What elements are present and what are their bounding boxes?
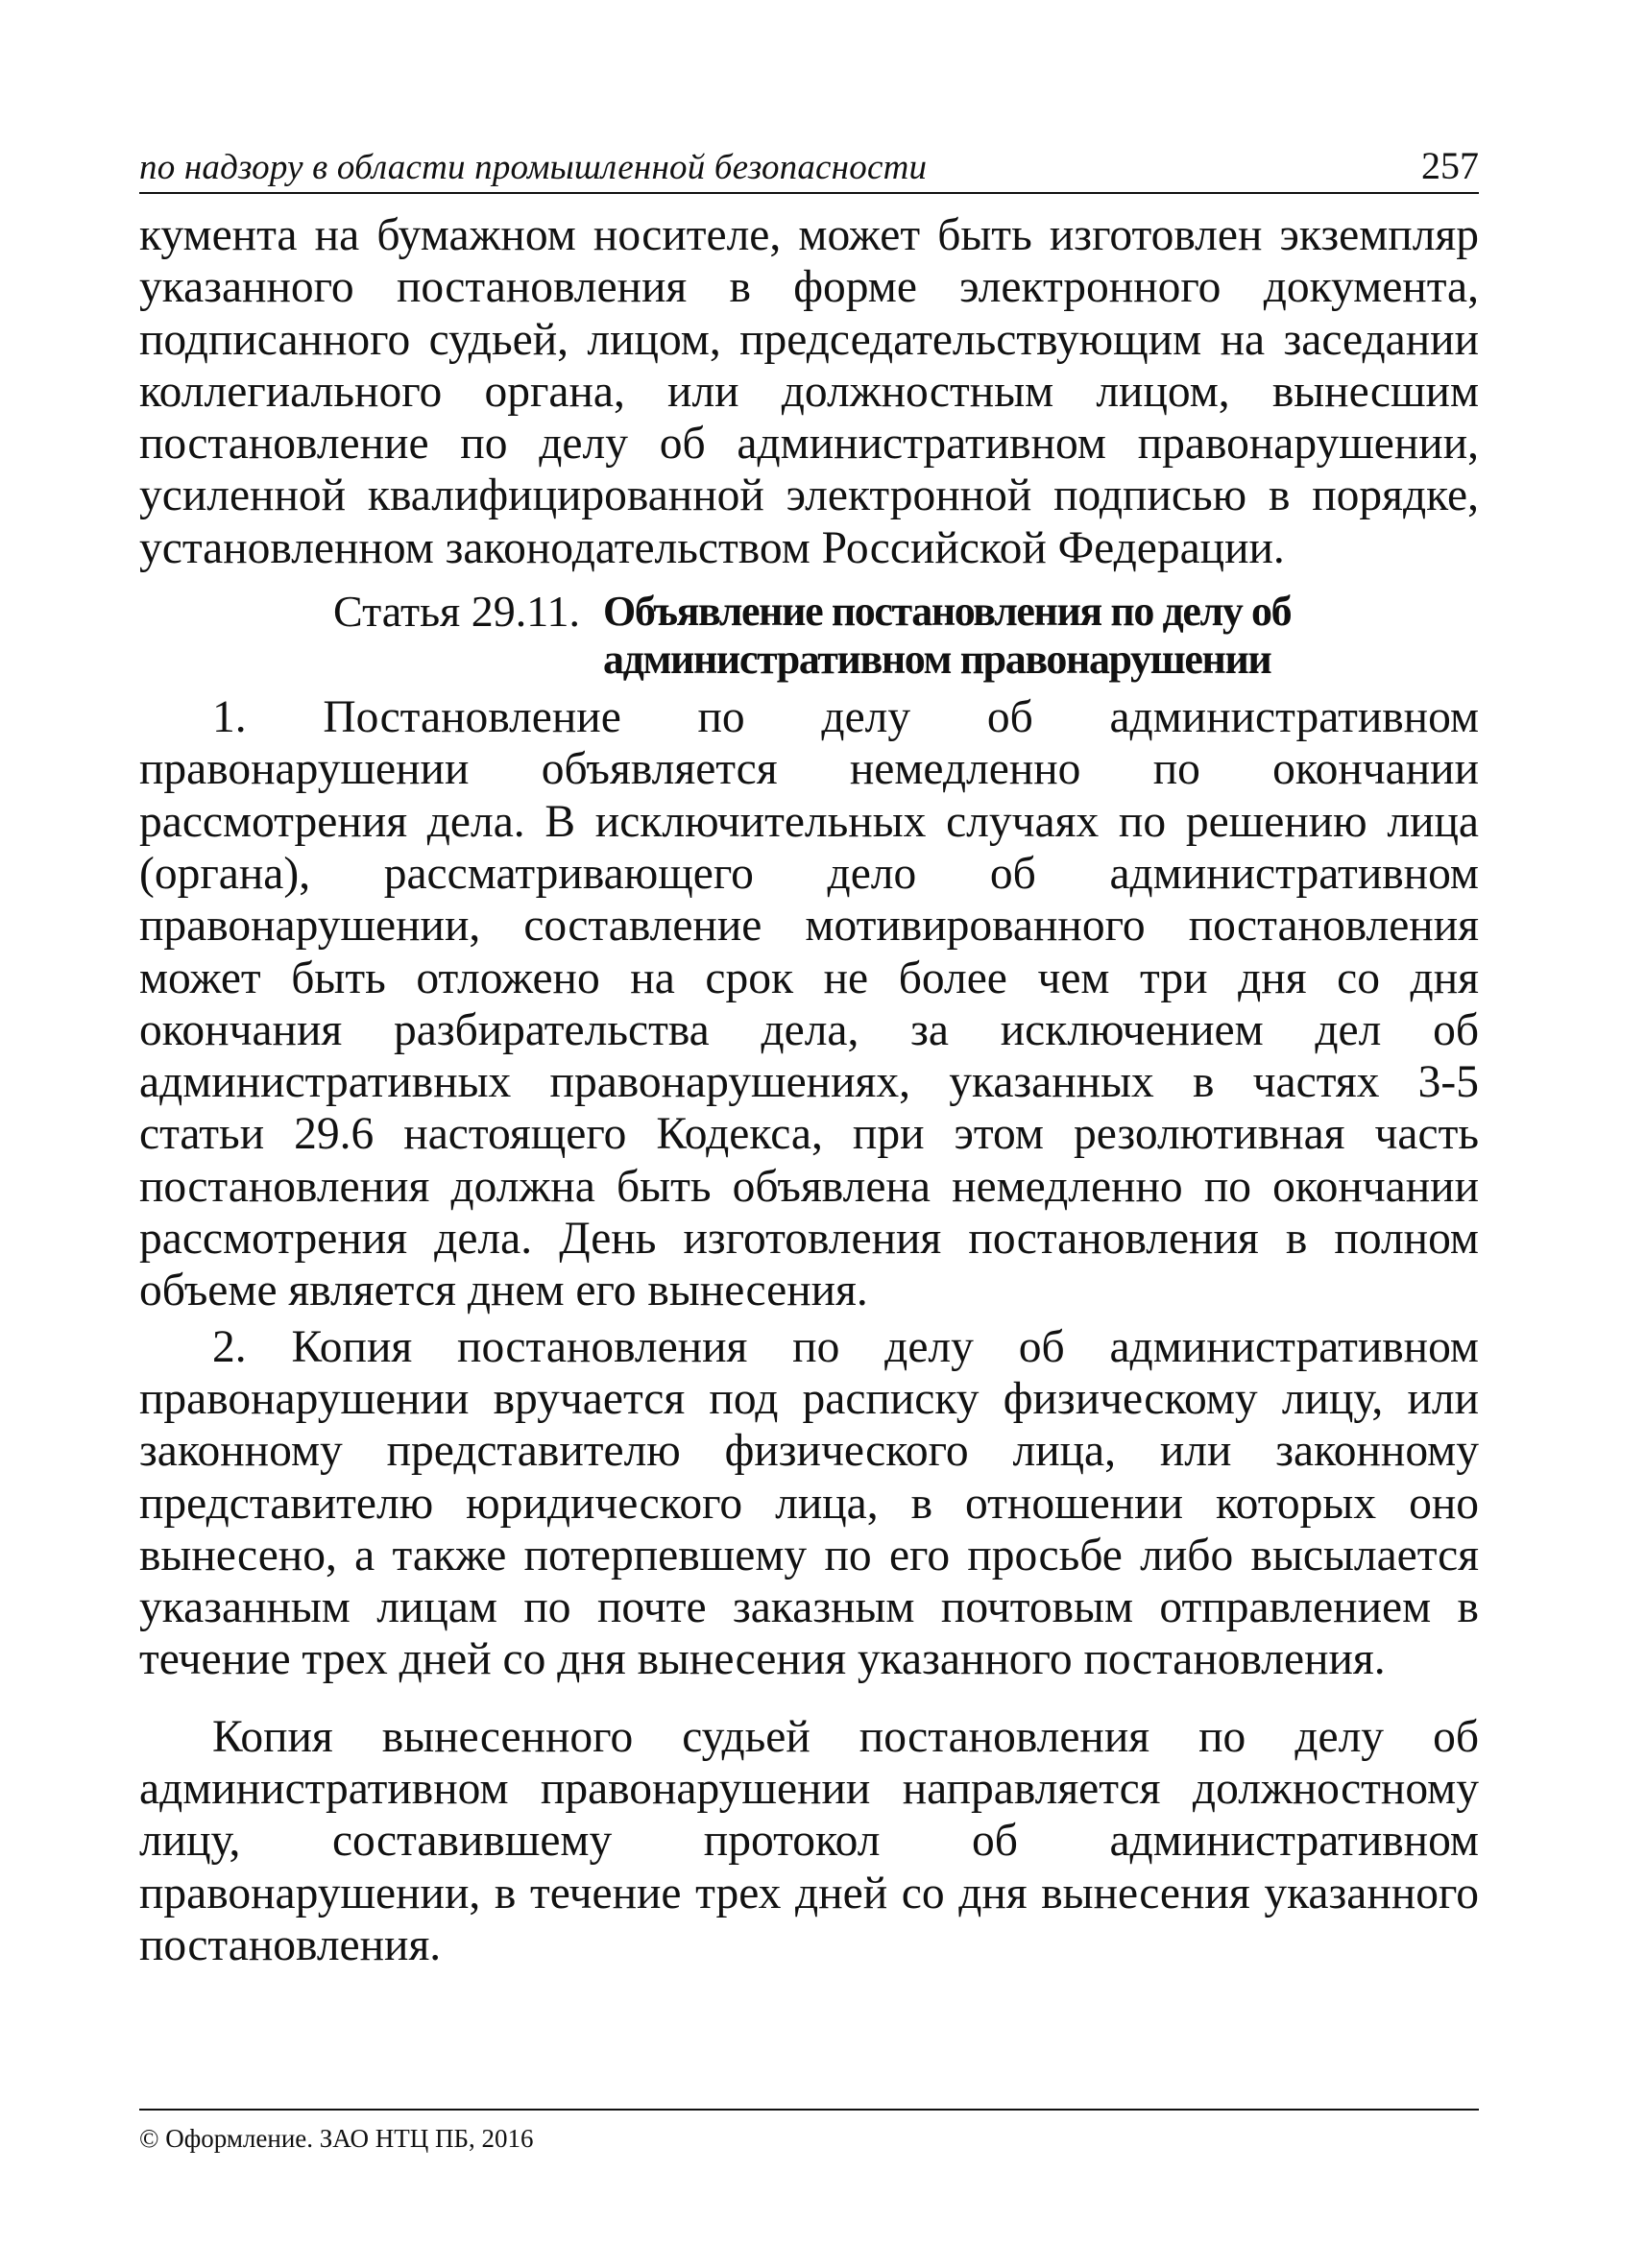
body-text	[139, 209, 1479, 1971]
document-page	[139, 144, 1479, 1971]
paragraph-3: Копия вынесенного судьей постановления по делу об административном правонарушении направляется должностному лицу, составившему протокол об административном правонарушении, в течение трех дней со дня вынесения указанного постановления.	[139, 1711, 1479, 1970]
article-title-line-1: Объявление постановления по делу об	[603, 588, 1292, 636]
continuation-paragraph: кумента на бумажном носителе, может быть изготовлен экземпляр указанного постановления в форме электронного документа, подписанного судьей, лицом, председательствующим на заседании коллегиального органа, или должностным лицом, вынесшим постановление по делу об административном правонарушении, усиленной квалифицированной электронной подписью в порядке, установленном законодательством Российской Федерации.	[139, 210, 1479, 573]
page-footer	[139, 2109, 1479, 2154]
article-title	[603, 588, 1291, 684]
article-number: Статья 29.11.	[333, 587, 580, 637]
paragraph-2: 2. Копия постановления по делу об административном правонарушении вручается под расписку физическому лицу, или законному представителю физического лица, или законному представителю юридического лица, в отношении которых оно вынесено, а также потерпевшему по его просьбе либо высылается указанным лицам по почте заказным почтовым отправлением в течение трех дней со дня вынесения указанного постановления.	[139, 1321, 1479, 1685]
paragraph-1: 1. Постановление по делу об административном правонарушении объявляется немедленно по окончании рассмотрения дела. В исключительных случаях по решению лица (органа), рассматривающего дело об административном правонарушении, составление мотивированного постановления может быть отложено на срок не более чем три дня со дня окончания разбирательства дела, за исключением дел об административных правонарушениях, указанных в частях 3-5 статьи 29.6 настоящего Кодекса, при этом резолютивная часть постановления должна быть объявлена немедленно по окончании рассмотрения дела. День изготовления постановления в полном объеме является днем его вынесения.	[139, 692, 1479, 1316]
running-header	[139, 144, 1479, 194]
article-heading	[139, 588, 1479, 684]
running-title: по надзору в области промышленной безопасности	[139, 148, 928, 187]
page-number: 257	[1421, 144, 1479, 187]
article-title-line-2: административном правонарушении	[603, 636, 1271, 684]
copyright-notice: © Оформление. ЗАО НТЦ ПБ, 2016	[139, 2124, 534, 2153]
